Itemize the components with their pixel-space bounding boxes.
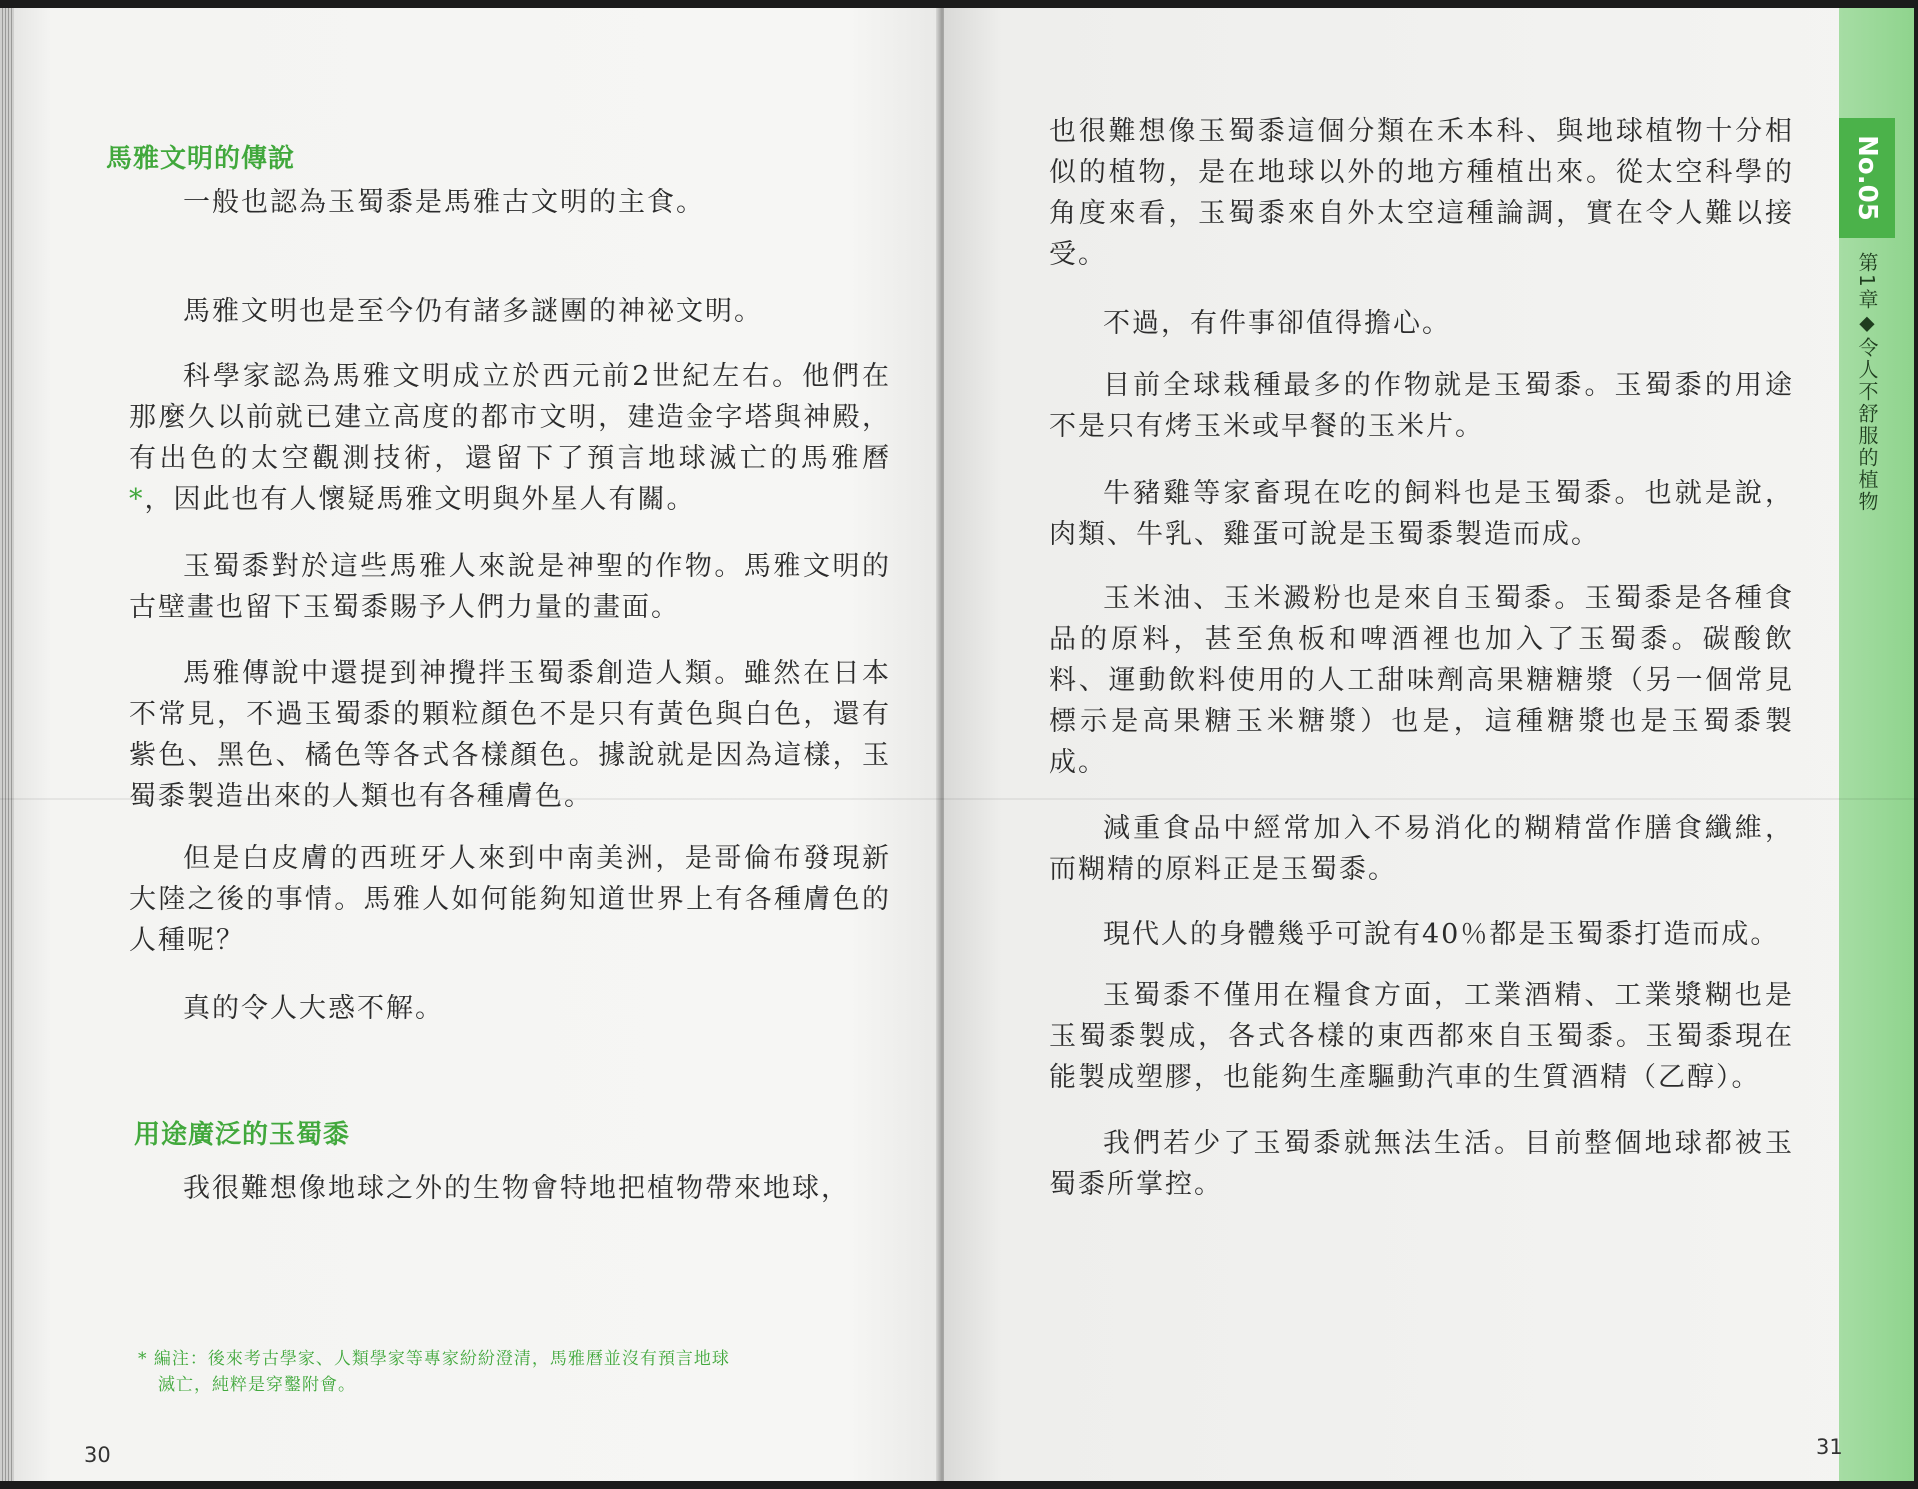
paragraph: 也很難想像玉蜀黍這個分類在禾本科、與地球植物十分相似的植物，是在地球以外的地方種植出來。從太空科學的角度來看，玉蜀黍來自外太空這種論調，實在令人難以接受。 — [1049, 116, 1794, 270]
paragraph: 不過，有件事卻值得擔心。 — [1103, 308, 1451, 339]
footnote — [138, 1346, 908, 1398]
paragraph: 玉米油、玉米澱粉也是來自玉蜀黍。玉蜀黍是各種食品的原料，甚至魚板和啤酒裡也加入了玉蜀黍。碳酸飲料、運動飲料使用的人工甜味劑高果糖糖漿（另一個常見標示是高果糖玉米糖漿）也是，這種糖漿也是玉蜀黍製成。 — [1049, 583, 1794, 778]
paragraph: 馬雅文明也是至今仍有諸多謎團的神祕文明。 — [183, 296, 763, 327]
paragraph: 真的令人大惑不解。 — [183, 993, 444, 1024]
paragraph: 我們若少了玉蜀黍就無法生活。目前整個地球都被玉蜀黍所掌控。 — [1049, 1128, 1794, 1200]
paragraph: 目前全球栽種最多的作物就是玉蜀黍。玉蜀黍的用途不是只有烤玉米或早餐的玉米片。 — [1049, 370, 1794, 442]
paragraph-text: ，因此也有人懷疑馬雅文明與外星人有關。 — [144, 484, 696, 515]
paragraph: 現代人的身體幾乎可說有40％都是玉蜀黍打造而成。 — [1103, 919, 1780, 950]
paragraph: 玉蜀黍不僅用在糧食方面，工業酒精、工業漿糊也是玉蜀黍製成，各式各樣的東西都來自玉蜀黍。玉蜀黍現在能製成塑膠，也能夠生產驅動汽車的生質酒精（乙醇）。 — [1049, 980, 1794, 1093]
paragraph: 我很難想像地球之外的生物會特地把植物帶來地球， — [183, 1173, 850, 1204]
paragraph — [129, 356, 891, 520]
section-heading-uses: 用途廣泛的玉蜀黍 — [134, 1120, 351, 1150]
paragraph: 牛豬雞等家畜現在吃的飼料也是玉蜀黍。也就是說，肉類、牛乳、雞蛋可說是玉蜀黍製造而成。 — [1049, 478, 1794, 550]
page-number: 30 — [84, 1443, 111, 1467]
section-number-badge — [1839, 118, 1895, 238]
left-page — [14, 8, 942, 1481]
paragraph: 玉蜀黍對於這些馬雅人來說是神聖的作物。馬雅文明的古壁畫也留下玉蜀黍賜予人們力量的畫面。 — [129, 551, 891, 623]
chapter-title: 第1章◆令人不舒服的植物 — [1855, 252, 1879, 513]
footnote-line: * 編注：後來考古學家、人類學家等專家紛紛澄清，馬雅曆並沒有預言地球 — [138, 1349, 730, 1369]
paragraph: 一般也認為玉蜀黍是馬雅古文明的主食。 — [183, 187, 705, 218]
page-edge — [0, 8, 14, 1481]
section-heading-maya: 馬雅文明的傳說 — [106, 144, 296, 174]
page-number: 31 — [1816, 1435, 1843, 1459]
section-number: No.05 — [1852, 135, 1882, 221]
scan-fold-line — [0, 798, 1918, 800]
paragraph: 減重食品中經常加入不易消化的糊精當作膳食纖維，而糊精的原料正是玉蜀黍。 — [1049, 813, 1794, 885]
paragraph: 但是白皮膚的西班牙人來到中南美洲，是哥倫布發現新大陸之後的事情。馬雅人如何能夠知道世界上有各種膚色的人種呢？ — [129, 843, 891, 956]
paragraph: 馬雅傳說中還提到神攪拌玉蜀黍創造人類。雖然在日本不常見，不過玉蜀黍的顆粒顏色不是只有黃色與白色，還有紫色、黑色、橘色等各式各樣顏色。據說就是因為這樣，玉蜀黍製造出來的人類也有各種膚色。 — [129, 658, 891, 812]
footnote-marker: * — [129, 484, 145, 515]
paragraph-text: 科學家認為馬雅文明成立於西元前2世紀左右。他們在那麼久以前就已建立高度的都市文明，建造金字塔與神殿，有出色的太空觀測技術，還留下了預言地球滅亡的馬雅曆 — [129, 361, 891, 474]
footnote-line: 滅亡，純粹是穿鑿附會。 — [158, 1375, 356, 1395]
right-page — [944, 8, 1914, 1481]
